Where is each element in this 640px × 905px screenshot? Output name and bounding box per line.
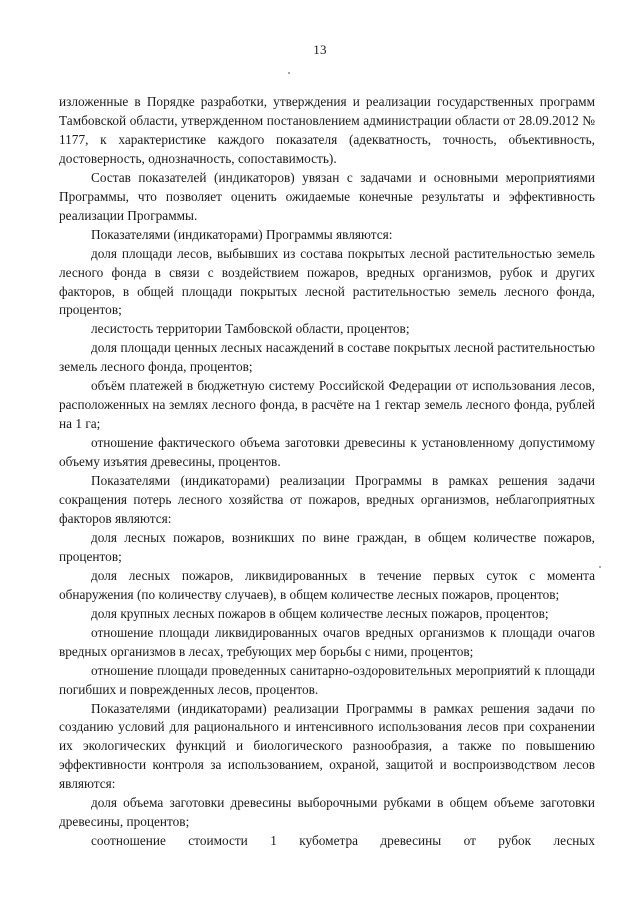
paragraph: Состав показателей (индикаторов) увязан с задачами и основными мероприятиями Программы, что позволяет оценить ожидаемые конечные результаты и эффективность реализации Программы.: [59, 169, 595, 223]
paragraph: отношение фактического объема заготовки древесины к установленному допустимому объему изъятия древесины, процентов.: [59, 435, 595, 470]
paragraph: доля площади ценных лесных насаждений в составе покрытых лесной растительностью земель лесного фонда, процентов;: [59, 340, 595, 375]
paragraph: Показателями (индикаторами) Программы являются:: [91, 226, 393, 242]
scan-speck: [599, 566, 601, 568]
paragraph: доля лесных пожаров, возникших по вине граждан, в общем количестве пожаров, процентов;: [59, 529, 595, 564]
paragraph: соотношение стоимости 1 кубометра древесины от рубок лесных: [91, 833, 595, 849]
paragraph: отношение площади проведенных санитарно-оздоровительных мероприятий к площади погибших и поврежденных лесов, процентов.: [59, 662, 595, 697]
paragraph: объём платежей в бюджетную систему Российской Федерации от использования лесов, расположенных на землях лесного фонда, в расчёте на 1 гектар земель лесного фонда, рублей на 1 га;: [59, 378, 595, 432]
document-body: [59, 93, 595, 851]
paragraph: доля объема заготовки древесины выборочными рубками в общем объеме заготовки древесины, процентов;: [59, 795, 595, 830]
paragraph: отношение площади ликвидированных очагов вредных организмов к площади очагов вредных организмов в лесах, требующих мер борьбы с ними, процентов;: [59, 624, 595, 659]
page-number: 13: [313, 42, 327, 57]
paragraph: доля площади лесов, выбывших из состава покрытых лесной растительностью земель лесного фонда в связи с воздействием пожаров, вредных организмов, рубок и других факторов, в общей площади покрытых лесной растительностью земель лесного фонда, процентов;: [59, 245, 595, 318]
paragraph: изложенные в Порядке разработки, утверждения и реализации государственных программ Тамбовской области, утвержденном постановлением администрации области от 28.09.2012 № 1177, к характеристике каждого показателя (адекватность, точность, объективность, достоверность, однозначность, сопоставимость).: [59, 94, 595, 166]
paragraph: доля лесных пожаров, ликвидированных в течение первых суток с момента обнаружения (по количеству случаев), в общем количестве лесных пожаров, процентов;: [59, 567, 595, 602]
paragraph: доля крупных лесных пожаров в общем количестве лесных пожаров, процентов;: [91, 605, 549, 621]
scan-speck: [288, 72, 290, 74]
paragraph: Показателями (индикаторами) реализации Программы в рамках решения задачи по созданию условий для рационального и интенсивного использования лесов при сохранении их экологических функций и биологического разнообразия, а также по повышению эффективности контроля за использованием, охраной, защитой и воспроизводством лесов являются:: [59, 700, 595, 792]
paragraph: Показателями (индикаторами) реализации Программы в рамках решения задачи сокращения потерь лесного хозяйства от пожаров, вредных организмов, неблагоприятных факторов являются:: [59, 473, 595, 526]
paragraph: лесистость территории Тамбовской области, процентов;: [91, 321, 410, 337]
